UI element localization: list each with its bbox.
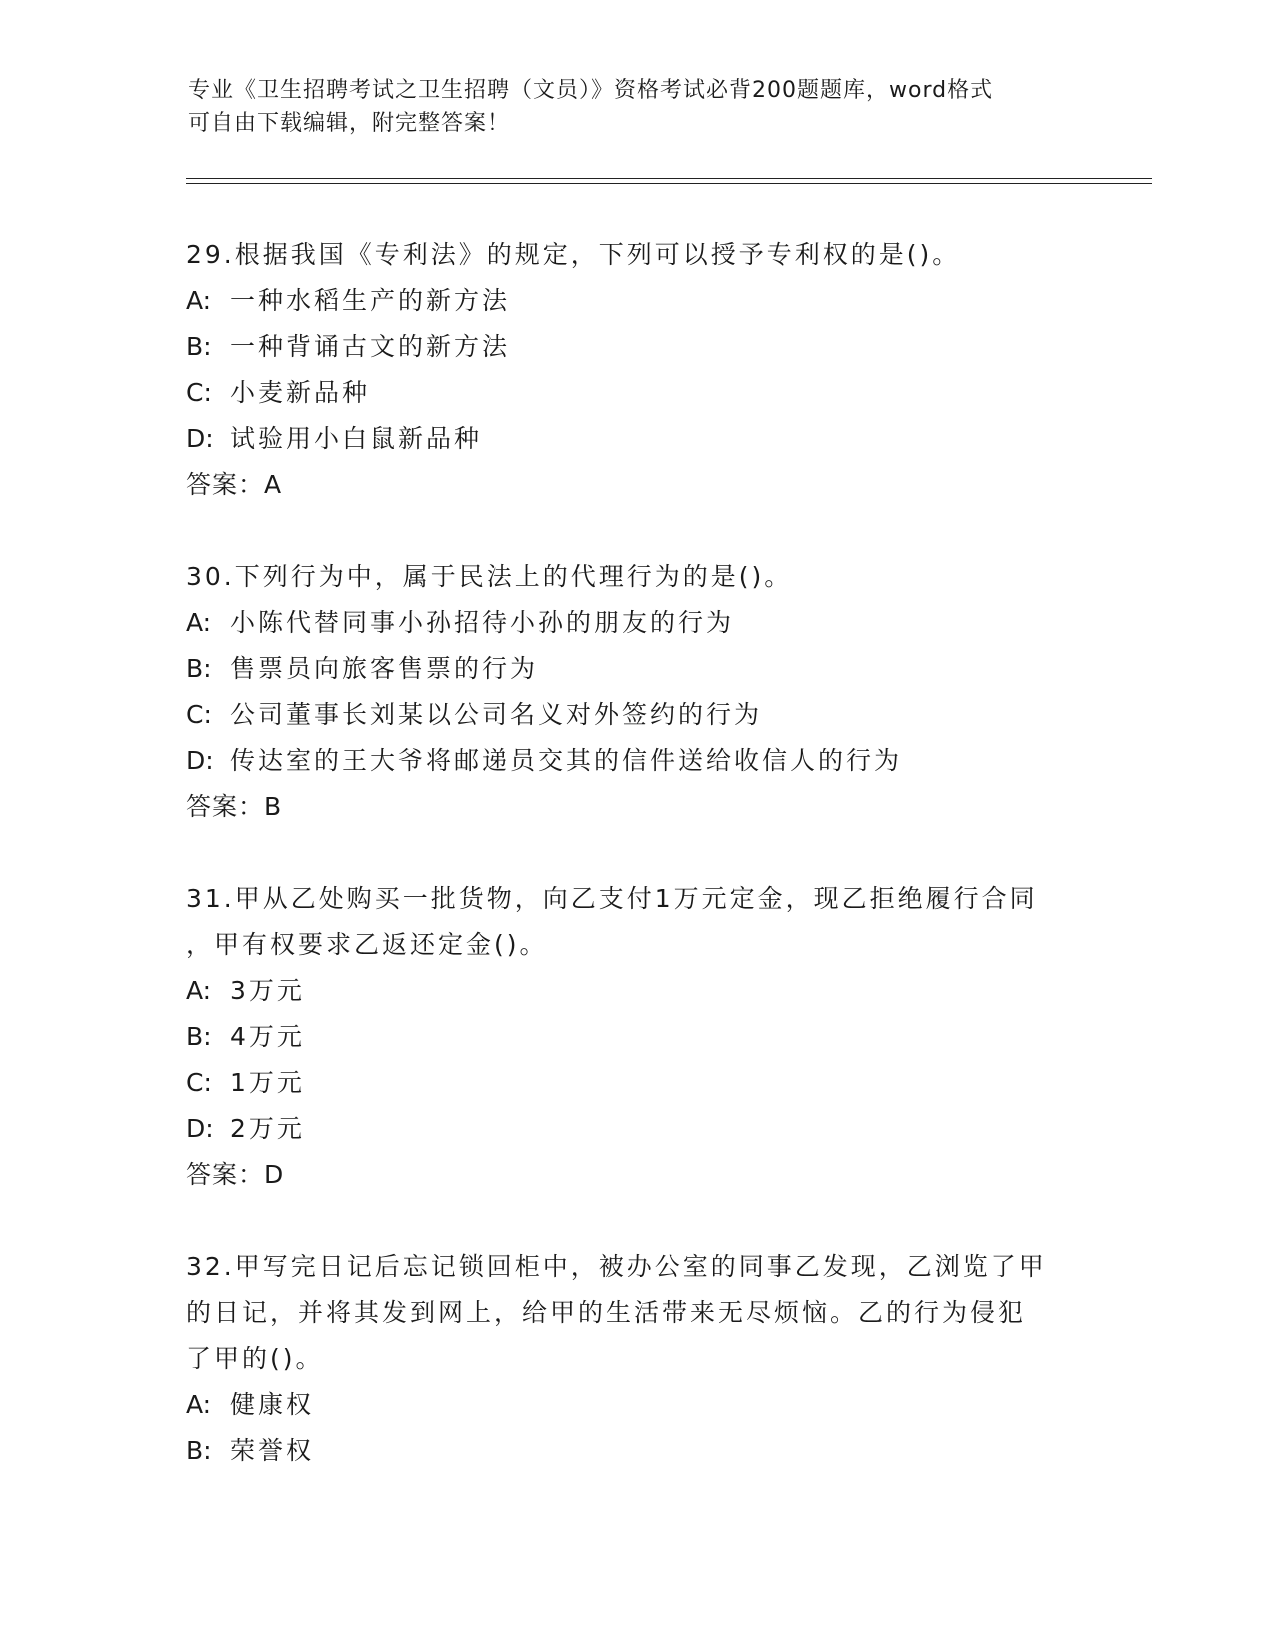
option-text: 小陈代替同事小孙招待小孙的朋友的行为 — [230, 608, 735, 637]
option-text: 2万元 — [230, 1114, 305, 1143]
option-letter: C: — [186, 378, 212, 407]
question-block — [186, 876, 1086, 1198]
question-stem-line: 的日记，并将其发到网上，给甲的生活带来无尽烦恼。乙的行为侵犯 — [186, 1298, 1027, 1327]
answer-key: 答案：D — [186, 1160, 285, 1189]
option-letter: A: — [186, 976, 212, 1005]
header-divider-bottom — [186, 183, 1152, 184]
option-text: 荣誉权 — [230, 1436, 315, 1465]
answer-key: 答案：B — [186, 792, 283, 821]
option-letter: D: — [186, 746, 214, 775]
option-text: 一种水稻生产的新方法 — [230, 286, 511, 315]
question-block — [186, 232, 1086, 508]
option-text: 3万元 — [230, 976, 305, 1005]
answer-option — [186, 324, 1086, 370]
option-letter: B: — [186, 1022, 212, 1051]
answer-option — [186, 738, 1086, 784]
option-letter: D: — [186, 424, 214, 453]
option-text: 试验用小白鼠新品种 — [230, 424, 483, 453]
option-letter: B: — [186, 654, 212, 683]
question-stem-line: ，甲有权要求乙返还定金()。 — [186, 930, 548, 959]
question-stem-line: 31.甲从乙处购买一批货物，向乙支付1万元定金，现乙拒绝履行合同 — [186, 884, 1038, 913]
question-list — [186, 232, 1086, 1520]
option-letter: A: — [186, 286, 212, 315]
answer-option — [186, 1060, 1086, 1106]
answer-option — [186, 1106, 1086, 1152]
question-stem-line: 30.下列行为中，属于民法上的代理行为的是()。 — [186, 562, 793, 591]
answer-option — [186, 1382, 1086, 1428]
header-divider-top — [186, 178, 1152, 179]
option-text: 健康权 — [230, 1390, 315, 1419]
option-text: 4万元 — [230, 1022, 305, 1051]
option-letter: B: — [186, 1436, 212, 1465]
header-line-2: 可自由下载编辑，附完整答案！ — [188, 111, 511, 136]
answer-option — [186, 968, 1086, 1014]
option-letter: C: — [186, 1068, 212, 1097]
answer-option — [186, 370, 1086, 416]
answer-option — [186, 1428, 1086, 1474]
option-letter: A: — [186, 1390, 212, 1419]
question-stem-line: 32.甲写完日记后忘记锁回柜中，被办公室的同事乙发现，乙浏览了甲 — [186, 1252, 1047, 1281]
option-letter: A: — [186, 608, 212, 637]
answer-key: 答案：A — [186, 470, 283, 499]
option-text: 售票员向旅客售票的行为 — [230, 654, 539, 683]
option-letter: C: — [186, 700, 212, 729]
question-block — [186, 554, 1086, 830]
option-letter: D: — [186, 1114, 214, 1143]
option-text: 一种背诵古文的新方法 — [230, 332, 511, 361]
option-text: 1万元 — [230, 1068, 305, 1097]
option-text: 小麦新品种 — [230, 378, 371, 407]
answer-option — [186, 278, 1086, 324]
answer-option — [186, 1014, 1086, 1060]
answer-option — [186, 416, 1086, 462]
document-header — [188, 74, 1088, 140]
question-stem-line: 了甲的()。 — [186, 1344, 324, 1373]
answer-option — [186, 646, 1086, 692]
header-line-1: 专业《卫生招聘考试之卫生招聘（文员）》资格考试必背200题题库，word格式 — [188, 78, 994, 103]
option-letter: B: — [186, 332, 212, 361]
option-text: 传达室的王大爷将邮递员交其的信件送给收信人的行为 — [230, 746, 903, 775]
answer-option — [186, 600, 1086, 646]
option-text: 公司董事长刘某以公司名义对外签约的行为 — [230, 700, 763, 729]
answer-option — [186, 692, 1086, 738]
question-stem-line: 29.根据我国《专利法》的规定，下列可以授予专利权的是()。 — [186, 240, 961, 269]
question-block — [186, 1244, 1086, 1474]
